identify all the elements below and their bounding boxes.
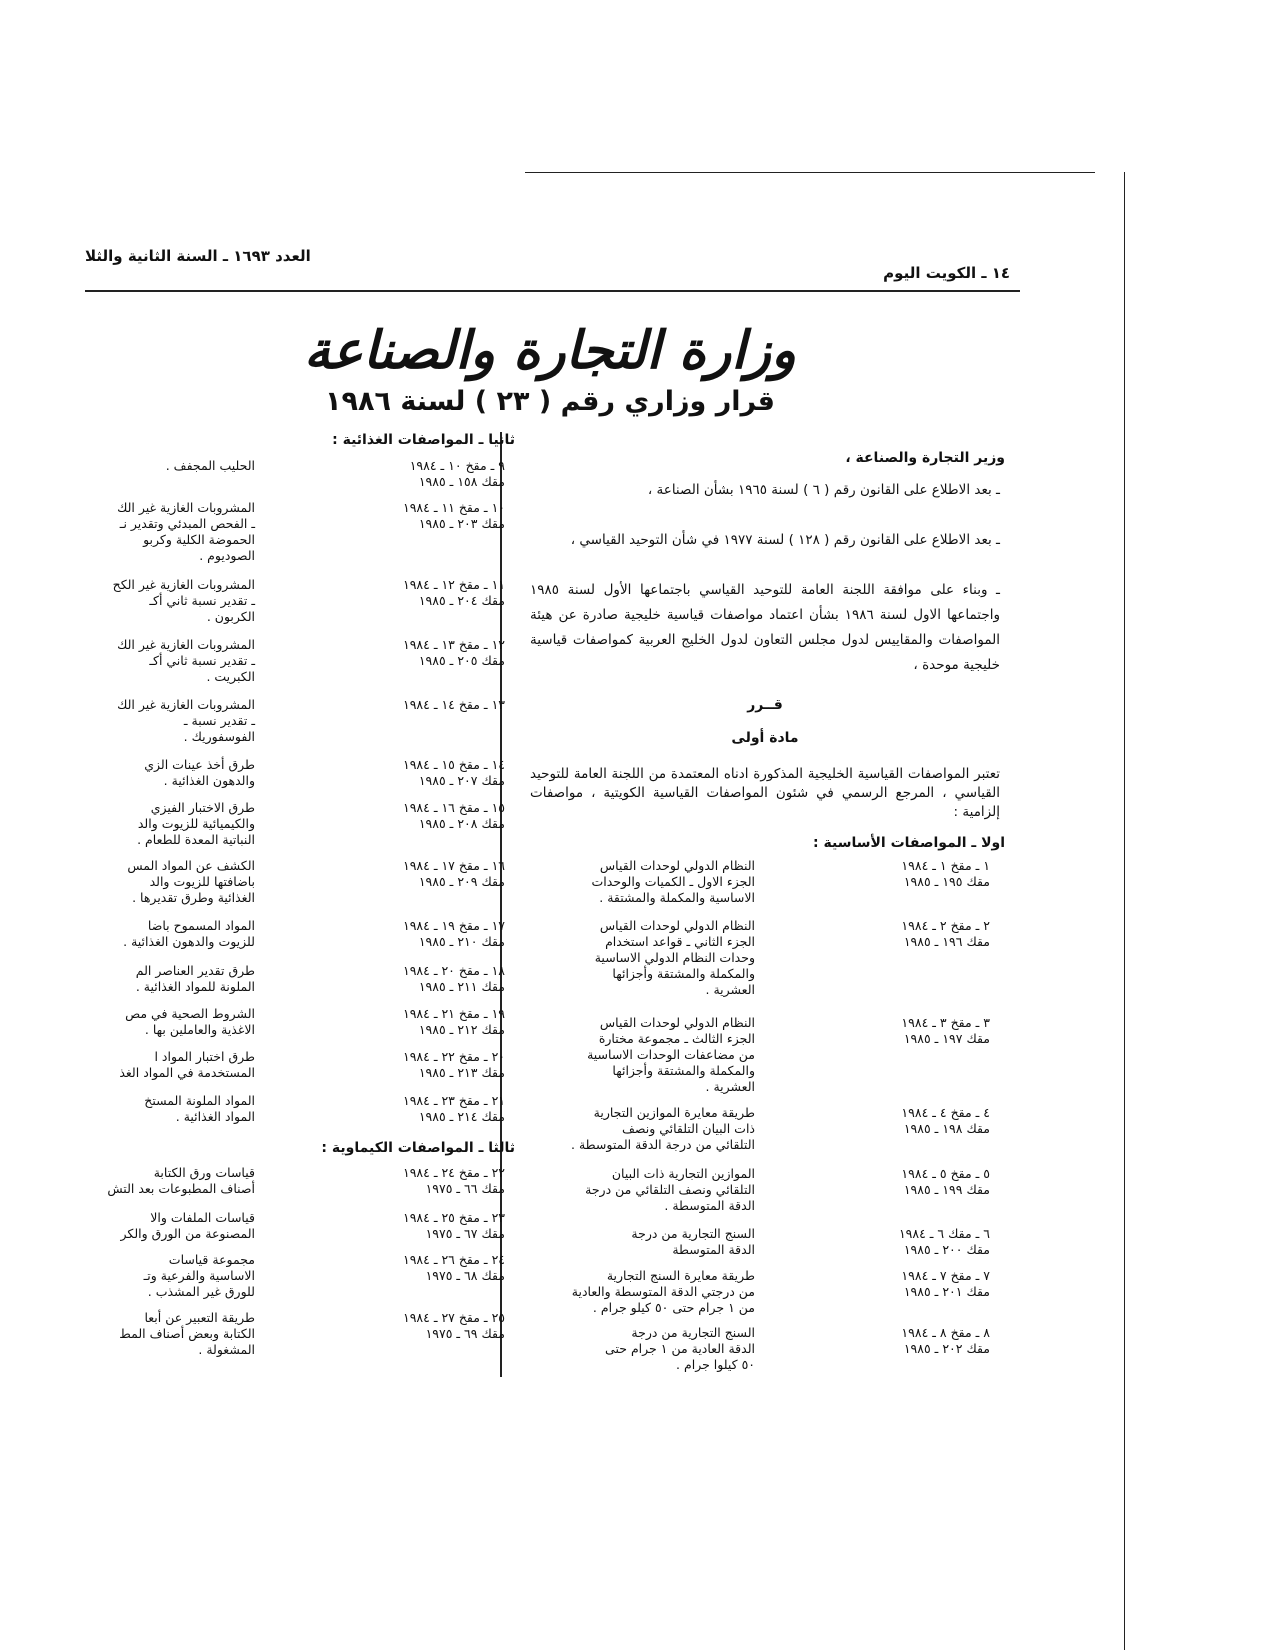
- standard-title-line: والكيميائية للزيوت والد: [137, 816, 255, 831]
- standard-title: [80, 1093, 255, 1125]
- standard-code: [290, 1252, 505, 1284]
- standard-code-line: ٥ ـ مقخ ٥ ـ ١٩٨٤: [901, 1166, 990, 1181]
- standard-code: [775, 1166, 990, 1198]
- standard-title-line: الحموضة الكلية وكربو: [143, 532, 255, 547]
- standard-code: [290, 577, 505, 609]
- standard-code: [775, 858, 990, 890]
- standard-code: [775, 1268, 990, 1300]
- standard-title: [80, 963, 255, 995]
- standard-title-line: والدهون الغذائية .: [163, 773, 255, 788]
- standard-code-line: ١٦ ـ مقخ ١٧ ـ ١٩٨٤: [402, 858, 505, 873]
- standard-title-line: الصوديوم .: [199, 548, 255, 563]
- article-one-text: تعتبر المواصفات القياسية الخليجية المذكورة ادناه المعتمدة من اللجنة العامة للتوحيد القياسي ، المرجع الرسمي في شئون المواصفات القياسية الكويتية ، مواصفات إلزامية :: [530, 766, 1000, 820]
- standard-title-line: والمكملة والمشتقة وأجزائها: [612, 966, 755, 981]
- standard-title: [80, 800, 255, 848]
- standard-title-line: العشرية .: [705, 1079, 755, 1094]
- standard-code-line: ٨ ـ مقخ ٨ ـ ١٩٨٤: [901, 1325, 990, 1340]
- addressee: وزير التجارة والصناعة ،: [845, 450, 1005, 466]
- standard-code-line: ٤ ـ مقخ ٤ ـ ١٩٨٤: [901, 1105, 990, 1120]
- standard-title-line: باضافتها للزيوت والد: [149, 874, 255, 889]
- standard-title: [80, 757, 255, 789]
- standard-code-line: مقك ٦٨ ـ ١٩٧٥: [425, 1268, 505, 1283]
- standard-title: [80, 1210, 255, 1242]
- standard-code-line: ٢١ ـ مقخ ٢٣ ـ ١٩٨٤: [402, 1093, 505, 1108]
- standard-title-line: ـ الفحص المبدئي وتقدير نـ: [119, 516, 255, 531]
- standard-code: [290, 858, 505, 890]
- preamble-2: ـ بعد الاطلاع على القانون رقم ( ١٢٨ ) لسنة ١٩٧٧ في شأن التوحيد القياسي ،: [570, 532, 1000, 548]
- standard-code-line: ٢٥ ـ مقخ ٢٧ ـ ١٩٨٤: [402, 1310, 505, 1325]
- standard-code-line: مقك ٢٠٩ ـ ١٩٨٥: [418, 874, 505, 889]
- standard-code-line: ٢ ـ مقخ ٢ ـ ١٩٨٤: [901, 918, 990, 933]
- standard-title-line: للورق غير المشذب .: [147, 1284, 255, 1299]
- standard-code: [775, 1105, 990, 1137]
- standard-title-line: ذات البيان التلقائي ونصف: [621, 1121, 755, 1136]
- standard-title-line: الدقة المتوسطة .: [664, 1198, 755, 1213]
- standard-title: [80, 1006, 255, 1038]
- standard-entry: [500, 918, 990, 998]
- standard-title-line: من ١ جرام حتى ٥٠ كيلو جرام .: [592, 1300, 755, 1315]
- standard-title-line: السنج التجارية من درجة: [631, 1325, 755, 1340]
- standard-code: [290, 963, 505, 995]
- standard-code-line: ٢٣ ـ مقخ ٢٥ ـ ١٩٨٤: [402, 1210, 505, 1225]
- standard-title: [80, 500, 255, 564]
- standard-code-line: ١٨ ـ مقخ ٢٠ ـ ١٩٨٤: [402, 963, 505, 978]
- standard-code-line: مقك ٢٠٥ ـ ١٩٨٥: [418, 653, 505, 668]
- standard-title: [80, 858, 255, 906]
- standard-title: [500, 1268, 755, 1316]
- standard-code-line: مقك ٢٠٢ ـ ١٩٨٥: [903, 1341, 990, 1356]
- standard-title-line: من مضاعفات الوحدات الاساسية: [587, 1047, 755, 1062]
- standard-code-line: ١ ـ مقخ ١ ـ ١٩٨٤: [901, 858, 990, 873]
- standard-title-line: الجزء الثالث ـ مجموعة مختارة: [598, 1031, 755, 1046]
- standard-title: [500, 1015, 755, 1095]
- standard-code-line: ١٢ ـ مقخ ١٣ ـ ١٩٨٤: [402, 637, 505, 652]
- standard-code-line: مقك ٢١٠ ـ ١٩٨٥: [418, 934, 505, 949]
- standard-title-line: النباتية المعدة للطعام .: [137, 832, 255, 847]
- standard-title-line: الغذائية وطرق تقديرها .: [132, 890, 255, 905]
- standard-code-line: ١١ ـ مقخ ١٢ ـ ١٩٨٤: [402, 577, 505, 592]
- standard-code: [290, 800, 505, 832]
- standard-entry: [500, 1325, 990, 1405]
- standard-title-line: السنج التجارية من درجة: [631, 1226, 755, 1241]
- standard-title-line: النظام الدولي لوحدات القياس: [599, 1015, 755, 1030]
- standard-title-line: مجموعة قياسات: [168, 1252, 255, 1267]
- standard-code-line: مقك ٢٠٨ ـ ١٩٨٥: [418, 816, 505, 831]
- standard-entry: [65, 1093, 505, 1173]
- standard-code: [290, 458, 505, 490]
- standard-title: [80, 1049, 255, 1081]
- standard-title: [80, 918, 255, 950]
- standard-code: [290, 1006, 505, 1038]
- page-label: ١٤ ـ الكويت اليوم: [883, 264, 1010, 282]
- article-one-heading: مادة أولى: [731, 730, 799, 746]
- standard-code: [290, 1093, 505, 1125]
- standard-title-line: المواد الغذائية .: [175, 1109, 255, 1124]
- standard-code-line: ٦ ـ مقك ٦ ـ ١٩٨٤: [898, 1226, 990, 1241]
- ministry-masthead: وزارة التجارة والصناعة: [304, 320, 796, 381]
- standard-code: [775, 1325, 990, 1357]
- standard-title-line: المستخدمة في المواد الغذ: [119, 1065, 255, 1080]
- standard-title-line: الحليب المجفف .: [165, 458, 255, 473]
- section-chemical-heading: ثالثا ـ المواصفات الكيماوية :: [321, 1140, 515, 1156]
- standard-code: [775, 918, 990, 950]
- standard-code-line: مقك ٢٠٣ ـ ١٩٨٥: [418, 516, 505, 531]
- standard-code-line: مقك ١٩٥ ـ ١٩٨٥: [903, 874, 990, 889]
- standard-title-line: طريقة التعبير عن أبعا: [144, 1310, 255, 1325]
- header-rule: [85, 290, 1020, 292]
- right-margin-line: [1124, 172, 1125, 1650]
- standard-title: [80, 1310, 255, 1358]
- standard-title: [500, 1166, 755, 1214]
- standard-code: [290, 918, 505, 950]
- standard-title-line: التلقائي ونصف التلقائي من درجة: [585, 1182, 755, 1197]
- standard-title-line: وحدات النظام الدولي الاساسية: [594, 950, 755, 965]
- preamble-1: ـ بعد الاطلاع على القانون رقم ( ٦ ) لسنة ١٩٦٥ بشأن الصناعة ،: [647, 482, 1000, 498]
- standard-title-line: والمكملة والمشتقة وأجزائها: [612, 1063, 755, 1078]
- standard-title: [500, 1325, 755, 1373]
- standard-title-line: النظام الدولي لوحدات القياس: [599, 918, 755, 933]
- standard-code-line: مقك ٦٩ ـ ١٩٧٥: [425, 1326, 505, 1341]
- standard-title-line: الكتابة وبعض أصناف المط: [119, 1326, 255, 1341]
- standard-code-line: مقك ٢١٢ ـ ١٩٨٥: [418, 1022, 505, 1037]
- standard-title: [500, 1226, 755, 1258]
- standard-title: [500, 1105, 755, 1153]
- standard-code: [290, 1165, 505, 1197]
- standard-title-line: الدقة المتوسطة: [672, 1242, 755, 1257]
- standard-code: [290, 1310, 505, 1342]
- standard-title-line: الاساسية والمكملة والمشتقة .: [599, 890, 755, 905]
- decree-title: قرار وزاري رقم ( ٢٣ ) لسنة ١٩٨٦: [325, 386, 775, 417]
- standard-title: [80, 637, 255, 685]
- standard-title-line: الاساسية والفرعية وتـ: [143, 1268, 255, 1283]
- standard-title-line: ـ تقدير نسبة ثاني أكـ: [149, 593, 255, 608]
- standard-title: [80, 577, 255, 625]
- standard-code-line: ١٥ ـ مقخ ١٦ ـ ١٩٨٤: [402, 800, 505, 815]
- standard-code-line: مقك ٦٦ ـ ١٩٧٥: [425, 1181, 505, 1196]
- standard-code-line: ٢٠ ـ مقخ ٢٢ ـ ١٩٨٤: [402, 1049, 505, 1064]
- standard-code: [775, 1015, 990, 1047]
- standard-code-line: مقك ١٩٦ ـ ١٩٨٥: [903, 934, 990, 949]
- standard-code: [290, 1049, 505, 1081]
- standard-title-line: ـ تقدير نسبة ثاني أكـ: [149, 653, 255, 668]
- preamble-3: ـ وبناء على موافقة اللجنة العامة للتوحيد القياسي باجتماعها الأول لسنة ١٩٨٥ واجتماعها الاول لسنة ١٩٨٦ بشأن اعتماد مواصفات قياسية خليجية صادرة عن هيئة المواصفات والمقاييس لدول مجلس التعاون لدول الخليج العربية كمواصفات قياسية خليجية موحدة ،: [530, 582, 1000, 673]
- standard-title-line: طرق أخذ عينات الزي: [144, 757, 255, 772]
- standard-title-line: الموازين التجارية ذات البيان: [611, 1166, 755, 1181]
- standard-title-line: طريقة معايرة السنج التجارية: [606, 1268, 755, 1283]
- standard-title-line: المشروبات الغازية غير الك: [117, 637, 255, 652]
- standard-code-line: مقك ٢١١ ـ ١٩٨٥: [418, 979, 505, 994]
- standard-code-line: مقك ٢٠٧ ـ ١٩٨٥: [418, 773, 505, 788]
- standard-entry: [65, 1310, 505, 1390]
- standard-title: [80, 458, 255, 474]
- standard-title-line: التلقائي من درجة الدقة المتوسطة .: [571, 1137, 755, 1152]
- standard-code: [290, 1210, 505, 1242]
- standard-title-line: المواد المسموح باضا: [147, 918, 255, 933]
- standard-title-line: المشروبات الغازية غير الك: [117, 697, 255, 712]
- standard-title-line: الجزء الاول ـ الكميات والوحدات: [591, 874, 755, 889]
- standard-title-line: المشروبات الغازية غير الك: [117, 500, 255, 515]
- standard-title-line: الشروط الصحية في مص: [125, 1006, 255, 1021]
- standard-title-line: طرق تقدير العناصر الم: [135, 963, 255, 978]
- section-food-heading: ثانيا ـ المواصفات الغذائية :: [332, 432, 515, 448]
- standard-code-line: ١٤ ـ مقخ ١٥ ـ ١٩٨٤: [402, 757, 505, 772]
- top-rule: [525, 172, 1095, 173]
- standard-code-line: ١٩ ـ مقخ ٢١ ـ ١٩٨٤: [402, 1006, 505, 1021]
- decides-heading: قــرر: [747, 697, 783, 713]
- standard-code-line: ١٧ ـ مقخ ١٩ ـ ١٩٨٤: [402, 918, 505, 933]
- standard-title-line: طرق اختبار المواد ا: [154, 1049, 255, 1064]
- standard-title-line: المشروبات الغازية غير الكح: [112, 577, 255, 592]
- standard-title-line: من درجتي الدقة المتوسطة والعادية: [571, 1284, 755, 1299]
- standard-title-line: المشغولة .: [198, 1342, 255, 1357]
- standard-code-line: ٢٢ ـ مقخ ٢٤ ـ ١٩٨٤: [402, 1165, 505, 1180]
- standard-title-line: الاغذية والعاملين بها .: [144, 1022, 255, 1037]
- standard-title-line: ٥٠ كيلوا جرام .: [676, 1357, 755, 1372]
- standard-title-line: ـ تقدير نسبة ـ: [183, 713, 255, 728]
- standard-code-line: مقك ٢٠٠ ـ ١٩٨٥: [903, 1242, 990, 1257]
- section-basic-heading: اولا ـ المواصفات الأساسية :: [813, 835, 1005, 851]
- standard-code: [290, 637, 505, 669]
- standard-code-line: ٢٤ ـ مقخ ٢٦ ـ ١٩٨٤: [402, 1252, 505, 1267]
- standard-title: [500, 918, 755, 998]
- standard-title-line: الملونة للمواد الغذائية .: [135, 979, 255, 994]
- standard-code-line: مقك ٢١٤ ـ ١٩٨٥: [418, 1109, 505, 1124]
- standard-code-line: مقك ١٩٧ ـ ١٩٨٥: [903, 1031, 990, 1046]
- standard-title-line: الكربون .: [206, 609, 255, 624]
- standard-title-line: الكبريت .: [206, 669, 255, 684]
- standard-title-line: أصناف المطبوعات بعد التش: [107, 1181, 255, 1196]
- standard-code: [775, 1226, 990, 1258]
- standard-title-line: المصنوعة من الورق والكر: [120, 1226, 255, 1241]
- standard-code-line: ٩ ـ مقخ ١٠ ـ ١٩٨٤: [409, 458, 505, 473]
- standard-code: [290, 500, 505, 532]
- standard-code-line: ١٣ ـ مقخ ١٤ ـ ١٩٨٤: [402, 697, 505, 712]
- standard-code-line: ٧ ـ مقخ ٧ ـ ١٩٨٤: [901, 1268, 990, 1283]
- standard-title: [80, 1252, 255, 1300]
- standard-title-line: طرق الاختبار الفيزي: [150, 800, 255, 815]
- standard-title: [500, 858, 755, 906]
- standard-code-line: ٣ ـ مقخ ٣ ـ ١٩٨٤: [901, 1015, 990, 1030]
- standard-code-line: مقك ٦٧ ـ ١٩٧٥: [425, 1226, 505, 1241]
- standard-code-line: مقك ٢٠١ ـ ١٩٨٥: [903, 1284, 990, 1299]
- standard-code-line: مقك ١٥٨ ـ ١٩٨٥: [418, 474, 505, 489]
- standard-title-line: طريقة معايرة الموازين التجارية: [593, 1105, 755, 1120]
- standard-title-line: الفوسفوريك .: [183, 729, 255, 744]
- standard-code-line: مقك ١٩٨ ـ ١٩٨٥: [903, 1121, 990, 1136]
- standard-title-line: الدقة العادية من ١ جرام حتى: [605, 1341, 755, 1356]
- standard-title-line: الجزء الثاني ـ قواعد استخدام: [605, 934, 755, 949]
- standard-title-line: النظام الدولي لوحدات القياس: [599, 858, 755, 873]
- standard-code-line: مقك ٢١٣ ـ ١٩٨٥: [418, 1065, 505, 1080]
- standard-title-line: العشرية .: [705, 982, 755, 997]
- standard-title-line: المواد الملونة المستخ: [144, 1093, 255, 1108]
- standard-title-line: قياسات الملفات والا: [150, 1210, 255, 1225]
- standard-title-line: قياسات ورق الكتابة: [153, 1165, 255, 1180]
- standard-code: [290, 757, 505, 789]
- standard-title: [80, 1165, 255, 1197]
- standard-entry: [65, 500, 505, 580]
- issue-label: العدد ١٦٩٣ ـ السنة الثانية والثلا: [85, 247, 311, 265]
- standard-entry: [500, 1015, 990, 1095]
- standard-code-line: مقك ١٩٩ ـ ١٩٨٥: [903, 1182, 990, 1197]
- standard-code-line: مقك ٢٠٤ ـ ١٩٨٥: [418, 593, 505, 608]
- standard-code: [290, 697, 505, 713]
- standard-title-line: الكشف عن المواد المس: [127, 858, 255, 873]
- standard-title: [80, 697, 255, 745]
- standard-code-line: ١٠ ـ مقخ ١١ ـ ١٩٨٤: [402, 500, 505, 515]
- standard-title-line: للزيوت والدهون الغذائية .: [123, 934, 255, 949]
